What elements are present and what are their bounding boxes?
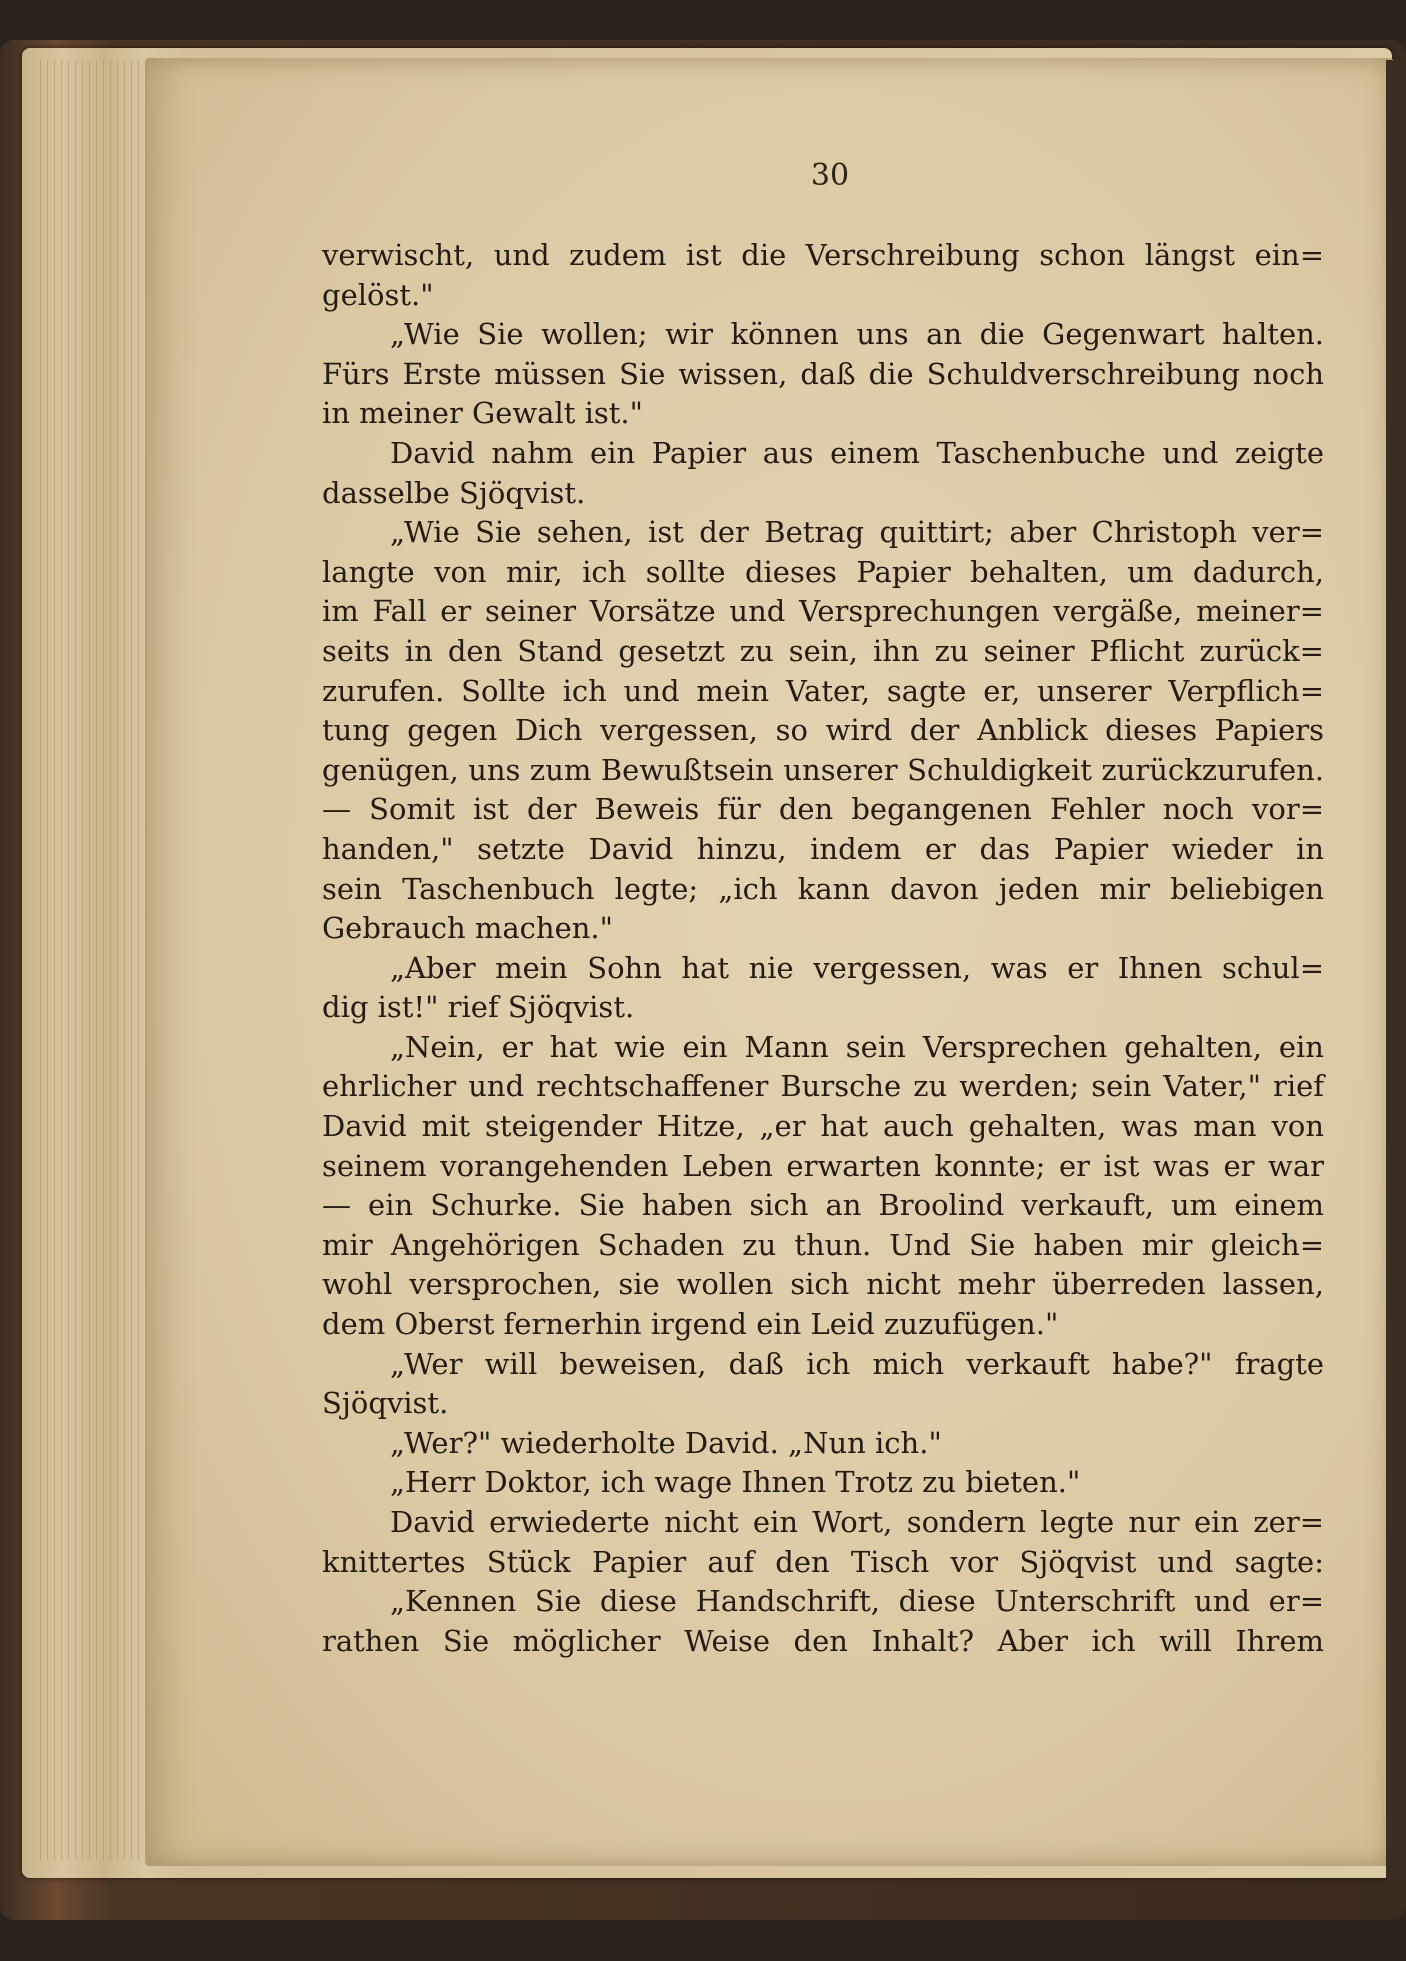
text-line: „Wer will beweisen, daß ich mich verkauft habe?" fragte [390,1346,1324,1381]
text-line: mir Angehörigen Schaden zu thun. Und Sie haben mir gleich= [322,1227,1324,1262]
text-line: dasselbe Sjöqvist. [322,475,586,510]
text-line: „Wer?" wiederholte David. „Nun ich." [390,1425,942,1460]
text-line: Sjöqvist. [322,1386,449,1421]
text-line: seinem vorangehenden Leben erwarten konnte; er ist was er war [322,1148,1324,1183]
text-line: — ein Schurke. Sie haben sich an Broolind verkauft, um einem [322,1188,1324,1223]
text-line: Fürs Erste müssen Sie wissen, daß die Schuldverschreibung noch [322,356,1324,391]
text-line: knittertes Stück Papier auf den Tisch vor Sjöqvist und sagte: [322,1544,1324,1579]
text-line: dem Oberst fernerhin irgend ein Leid zuzufügen." [322,1307,1059,1342]
text-line: „Wie Sie sehen, ist der Betrag quittirt; aber Christoph ver= [390,515,1324,550]
text-line: genügen, uns zum Bewußtsein unserer Schuldigkeit zurückzurufen. [322,752,1324,787]
text-line: Gebrauch machen." [322,911,613,946]
text-line: „Wie Sie wollen; wir können uns an die Gegenwart halten. [390,317,1324,352]
body-text [322,236,1324,1661]
text-line: „Herr Doktor, ich wage Ihnen Trotz zu bieten." [390,1465,1081,1500]
text-line: — Somit ist der Beweis für den begangenen Fehler noch vor= [322,792,1324,827]
text-line: handen," setzte David hinzu, indem er das Papier wieder in [322,831,1324,866]
text-line: „Aber mein Sohn hat nie vergessen, was er Ihnen schul= [390,950,1324,985]
text-line: in meiner Gewalt ist." [322,396,643,431]
text-line: „Nein, er hat wie ein Mann sein Versprechen gehalten, ein [390,1029,1324,1064]
text-line: wohl versprochen, sie wollen sich nicht mehr überreden lassen, [322,1267,1324,1302]
text-line: David erwiederte nicht ein Wort, sondern legte nur ein zer= [390,1505,1324,1539]
text-line: ehrlicher und rechtschaffener Bursche zu werden; sein Vater," rief [322,1069,1324,1104]
text-line: seits in den Stand gesetzt zu sein, ihn zu seiner Pflicht zurück= [322,633,1324,668]
text-line: verwischt, und zudem ist die Verschreibung schon längst ein= [322,238,1324,272]
text-line: sein Taschenbuch legte; „ich kann davon jeden mir beliebigen [322,871,1324,906]
text-line: gelöst." [322,277,434,312]
text-line: tung gegen Dich vergessen, so wird der Anblick dieses Papiers [322,713,1324,748]
text-line: zurufen. Sollte ich und mein Vater, sagte er, unserer Verpflich= [322,673,1324,708]
text-line: „Kennen Sie diese Handschrift, diese Unterschrift und er= [390,1584,1324,1619]
text-line: rathen Sie möglicher Weise den Inhalt? Aber ich will Ihrem [322,1623,1324,1658]
text-line: David mit steigender Hitze, „er hat auch gehalten, was man von [322,1109,1324,1144]
text-line: langte von mir, ich sollte dieses Papier behalten, um dadurch, [322,554,1324,589]
page-edges [40,60,145,1860]
right-margin [1386,60,1406,1880]
text-line: David nahm ein Papier aus einem Taschenbuche und zeigte [390,435,1324,470]
text-line: im Fall er seiner Vorsätze und Versprechungen vergäße, meiner= [322,594,1324,629]
page-number: 30 [810,158,850,193]
text-line: dig ist!" rief Sjöqvist. [322,990,635,1025]
